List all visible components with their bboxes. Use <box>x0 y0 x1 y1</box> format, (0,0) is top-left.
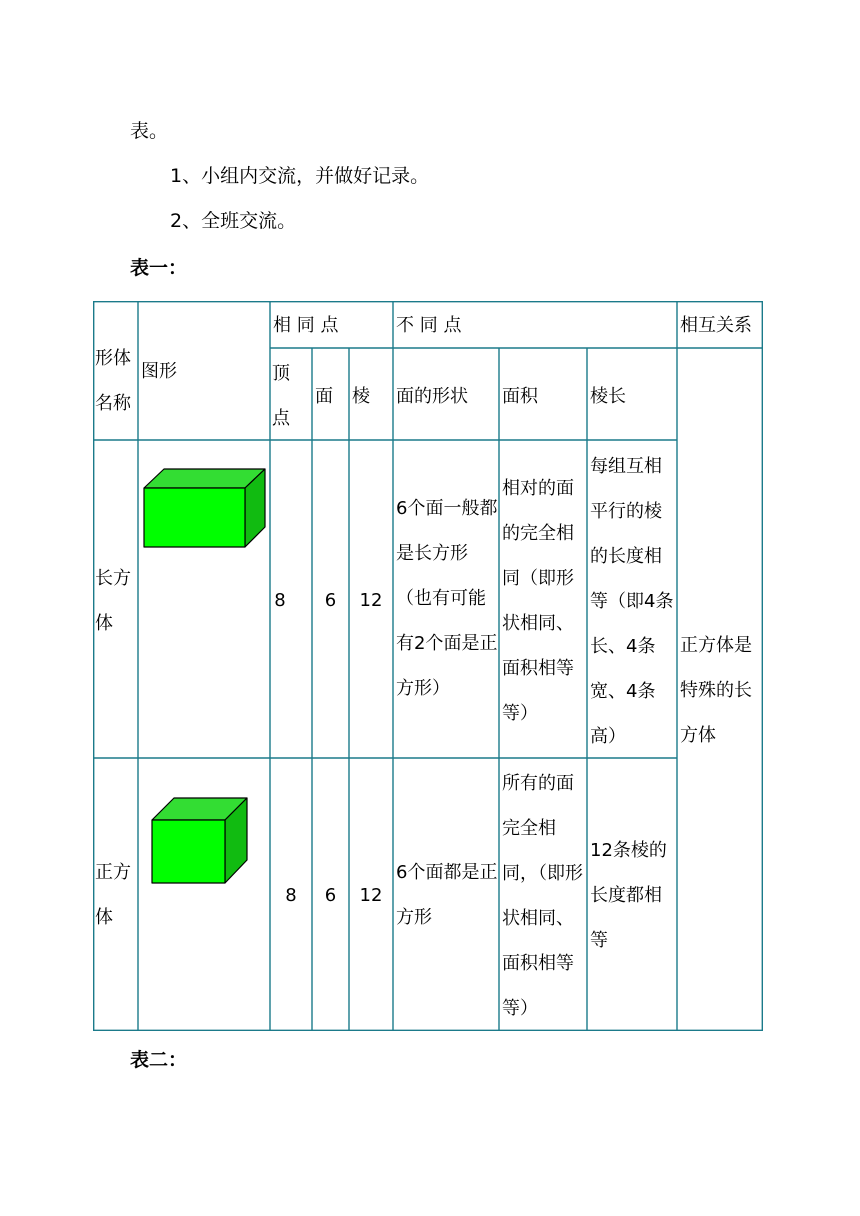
cube-figure <box>151 796 251 886</box>
header-face: 面 <box>315 386 333 407</box>
row-cube-name: 正方体 <box>95 862 131 928</box>
row-cube-area: 所有的面完全相同，（即形状相同、面积相等等） <box>502 773 583 1019</box>
cuboid-figure <box>143 467 269 553</box>
row-cube-vertex: 8 <box>285 885 297 906</box>
comparison-table <box>93 301 763 1031</box>
header-area: 面积 <box>502 386 538 407</box>
table-one-heading: 表一： <box>130 257 188 279</box>
row-cuboid-vertex: 8 <box>274 590 286 611</box>
header-same-points: 相 同 点 <box>273 315 339 336</box>
row-cube-edge: 12 <box>359 885 383 906</box>
relation-text: 正方体是特殊的长方体 <box>680 635 752 746</box>
row-cube-face: 6 <box>324 885 337 906</box>
row-cube-edge-length: 12条棱的长度都相等 <box>590 840 667 951</box>
header-figure: 图形 <box>141 361 177 382</box>
row-cuboid-face-shape: 6个面一般都是长方形（也有可能有2个面是正方形） <box>396 498 498 699</box>
text-line-1: 表。 <box>130 120 169 142</box>
row-cuboid-edge: 12 <box>359 590 383 611</box>
row-cuboid-edge-length: 每组互相平行的棱的长度相等（即4条长、4条宽、4条高） <box>590 456 674 747</box>
row-cuboid-face: 6 <box>324 590 337 611</box>
header-edge: 棱 <box>352 386 370 407</box>
header-different-points: 不 同 点 <box>396 315 462 336</box>
header-edge-length: 棱长 <box>590 386 626 407</box>
header-shape-name: 形体名称 <box>95 348 131 414</box>
row-cuboid-area: 相对的面的完全相同（即形状相同、面积相等等） <box>502 478 574 724</box>
text-line-2: 1、小组内交流，并做好记录。 <box>170 165 430 187</box>
row-cube-face-shape: 6个面都是正方形 <box>396 862 498 928</box>
text-line-3: 2、全班交流。 <box>170 210 297 232</box>
header-relation: 相互关系 <box>680 315 752 336</box>
table-two-heading: 表二： <box>130 1049 188 1071</box>
row-cuboid-name: 长方体 <box>95 568 131 634</box>
header-face-shape: 面的形状 <box>396 386 468 407</box>
header-vertex: 顶点 <box>272 363 290 429</box>
